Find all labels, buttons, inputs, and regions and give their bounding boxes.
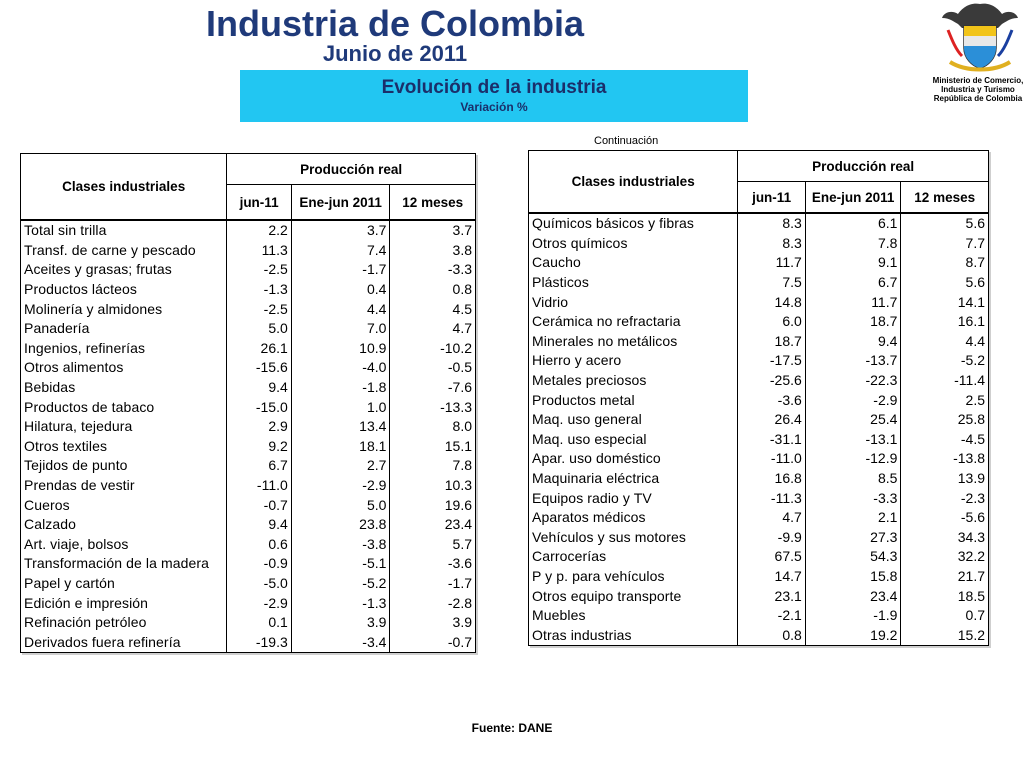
value-jun11: 5.0	[268, 320, 288, 337]
value-jun11: -0.7	[263, 496, 288, 513]
table-row	[529, 547, 989, 567]
table-row	[21, 378, 476, 398]
value-ene-jun: 25.4	[805, 410, 901, 430]
row-label: Aceites y grasas; frutas	[21, 260, 227, 280]
table-row	[529, 606, 989, 626]
value-12-meses: 4.4	[901, 332, 989, 352]
value-ene-jun: 9.1	[805, 253, 901, 273]
row-label: Productos metal	[529, 390, 738, 410]
table-row	[529, 430, 989, 450]
row-label: Calzado	[21, 515, 227, 535]
table-row	[21, 632, 476, 652]
value-jun11: 0.1	[268, 614, 288, 631]
row-label: Bebidas	[21, 378, 227, 398]
table-row	[21, 515, 476, 535]
table-row	[529, 351, 989, 371]
row-label: Caucho	[529, 253, 738, 273]
value-12-meses: 23.4	[390, 515, 476, 535]
value-jun11: 16.8	[774, 470, 802, 487]
banner-subtitle: Variación %	[460, 100, 528, 114]
value-ene-jun: 19.2	[805, 625, 901, 645]
row-label: Cerámica no refractaria	[529, 312, 738, 332]
column-header-produccion: Producción real	[738, 151, 989, 182]
table-row	[21, 397, 476, 417]
table-row	[529, 273, 989, 293]
row-label: Productos de tabaco	[21, 397, 227, 417]
value-jun11: -9.9	[777, 528, 802, 545]
value-jun11: 9.2	[268, 437, 288, 454]
value-12-meses: -0.5	[390, 358, 476, 378]
value-jun11: 14.7	[774, 567, 802, 584]
table-row	[529, 528, 989, 548]
table-row	[21, 358, 476, 378]
value-ene-jun: 7.4	[291, 241, 390, 261]
row-label: Otros equipo transporte	[529, 586, 738, 606]
table-row	[21, 495, 476, 515]
row-label: Art. viaje, bolsos	[21, 535, 227, 555]
value-12-meses: -5.2	[901, 351, 989, 371]
ministry-line-2: Industria y Turismo	[941, 85, 1015, 94]
value-12-meses: 10.3	[390, 476, 476, 496]
table-row	[529, 567, 989, 587]
value-jun11: -19.3	[227, 632, 291, 652]
value-12-meses: 16.1	[901, 312, 989, 332]
value-ene-jun: -2.9	[291, 476, 390, 496]
value-12-meses: -3.6	[390, 554, 476, 574]
table-row	[529, 213, 989, 234]
table-row	[529, 488, 989, 508]
table-row	[529, 234, 989, 254]
value-12-meses: -13.8	[901, 449, 989, 469]
value-ene-jun: -3.8	[291, 535, 390, 555]
ministry-line-3: República de Colombia	[933, 94, 1023, 103]
row-label: P y p. para vehículos	[529, 567, 738, 587]
row-label: Aparatos médicos	[529, 508, 738, 528]
value-ene-jun: -1.9	[805, 606, 901, 626]
value-12-meses: 13.9	[901, 469, 989, 489]
row-label: Otros químicos	[529, 234, 738, 254]
value-ene-jun: -13.7	[805, 351, 901, 371]
value-jun11: 67.5	[774, 548, 802, 565]
row-label: Cueros	[21, 495, 227, 515]
coat-of-arms-icon	[940, 0, 1020, 72]
row-label: Edición e impresión	[21, 593, 227, 613]
value-jun11: -0.9	[263, 555, 288, 572]
table-row	[529, 449, 989, 469]
value-ene-jun: 1.0	[291, 397, 390, 417]
value-ene-jun: 5.0	[291, 495, 390, 515]
column-header-jun11: jun-11	[738, 182, 805, 214]
value-jun11: 18.7	[774, 332, 802, 349]
table-row	[21, 613, 476, 633]
value-12-meses: 3.9	[390, 613, 476, 633]
page-title: Industria de Colombia	[205, 3, 585, 44]
value-ene-jun: -1.7	[291, 260, 390, 280]
value-12-meses: -5.6	[901, 508, 989, 528]
table-row	[529, 410, 989, 430]
value-ene-jun: 7.0	[291, 319, 390, 339]
value-ene-jun: 2.7	[291, 456, 390, 476]
value-ene-jun: 4.4	[291, 299, 390, 319]
value-12-meses: -0.7	[390, 632, 476, 652]
value-ene-jun: -5.1	[291, 554, 390, 574]
value-12-meses: -2.8	[390, 593, 476, 613]
value-ene-jun: 15.8	[805, 567, 901, 587]
table-row	[529, 332, 989, 352]
value-ene-jun: 6.1	[805, 213, 901, 234]
row-label: Molinería y almidones	[21, 299, 227, 319]
value-ene-jun: -3.4	[291, 632, 390, 652]
value-12-meses: 0.8	[390, 280, 476, 300]
value-ene-jun: 23.8	[291, 515, 390, 535]
table-row	[21, 280, 476, 300]
column-header-produccion: Producción real	[227, 154, 476, 185]
table-row	[529, 312, 989, 332]
value-ene-jun: -3.3	[805, 488, 901, 508]
section-banner	[240, 70, 748, 122]
value-12-meses: 7.7	[901, 234, 989, 254]
column-header-clases: Clases industriales	[21, 154, 227, 221]
row-label: Minerales no metálicos	[529, 332, 738, 352]
value-jun11: -15.0	[255, 398, 288, 415]
table-row	[21, 220, 476, 241]
value-12-meses: 15.1	[390, 437, 476, 457]
value-12-meses: 19.6	[390, 495, 476, 515]
column-header-ene-jun: Ene-jun 2011	[291, 185, 390, 221]
row-label: Tejidos de punto	[21, 456, 227, 476]
value-12-meses: 21.7	[901, 567, 989, 587]
value-ene-jun: -1.3	[291, 593, 390, 613]
value-jun11: -2.9	[263, 594, 288, 611]
column-header-12-meses: 12 meses	[390, 185, 476, 221]
value-jun11: -15.6	[255, 359, 288, 376]
value-ene-jun: 11.7	[805, 292, 901, 312]
row-label: Maquinaria eléctrica	[529, 469, 738, 489]
value-12-meses: 8.0	[390, 417, 476, 437]
value-12-meses: 5.7	[390, 535, 476, 555]
value-jun11: 14.8	[774, 293, 802, 310]
ministry-label	[918, 76, 1024, 103]
value-ene-jun: -4.0	[291, 358, 390, 378]
table-row	[21, 417, 476, 437]
row-label: Muebles	[529, 606, 738, 626]
value-12-meses: 7.8	[390, 456, 476, 476]
value-jun11: 8.3	[782, 234, 802, 251]
value-12-meses: 4.7	[390, 319, 476, 339]
column-header-clases: Clases industriales	[529, 151, 738, 214]
value-ene-jun: 18.7	[805, 312, 901, 332]
table-row	[21, 319, 476, 339]
table-row	[21, 574, 476, 594]
value-jun11: 26.1	[260, 339, 288, 356]
value-jun11: 4.7	[782, 509, 802, 526]
row-label: Total sin trilla	[21, 220, 227, 241]
value-ene-jun: -5.2	[291, 574, 390, 594]
value-12-meses: 8.7	[901, 253, 989, 273]
value-jun11: 0.6	[268, 535, 288, 552]
table-row	[21, 241, 476, 261]
row-label: Ingenios, refinerías	[21, 339, 227, 359]
table-row	[529, 390, 989, 410]
value-12-meses: 2.5	[901, 390, 989, 410]
table-row	[529, 586, 989, 606]
row-label: Maq. uso general	[529, 410, 738, 430]
value-12-meses: -10.2	[390, 339, 476, 359]
row-label: Vehículos y sus motores	[529, 528, 738, 548]
value-ene-jun: 10.9	[291, 339, 390, 359]
row-label: Transf. de carne y pescado	[21, 241, 227, 261]
value-ene-jun: -12.9	[805, 449, 901, 469]
row-label: Otros textiles	[21, 437, 227, 457]
value-ene-jun: 27.3	[805, 528, 901, 548]
value-jun11: -25.6	[769, 372, 802, 389]
table-row	[529, 508, 989, 528]
row-label: Plásticos	[529, 273, 738, 293]
value-jun11: 6.7	[268, 457, 288, 474]
value-12-meses: -7.6	[390, 378, 476, 398]
value-jun11: 2.2	[268, 222, 288, 239]
value-12-meses: 3.7	[390, 220, 476, 241]
table-row	[21, 476, 476, 496]
value-jun11: 7.5	[782, 274, 802, 291]
value-ene-jun: 3.7	[291, 220, 390, 241]
value-12-meses: 34.3	[901, 528, 989, 548]
row-label: Químicos básicos y fibras	[529, 213, 738, 234]
value-jun11: 6.0	[782, 313, 802, 330]
page-subtitle: Junio de 2011	[322, 41, 468, 66]
value-12-meses: 14.1	[901, 292, 989, 312]
value-12-meses: 32.2	[901, 547, 989, 567]
value-ene-jun: 54.3	[805, 547, 901, 567]
value-ene-jun: 23.4	[805, 586, 901, 606]
value-jun11: -11.3	[770, 489, 802, 506]
value-jun11: -2.5	[263, 300, 288, 317]
column-header-jun11: jun-11	[227, 185, 291, 221]
value-jun11: -1.3	[263, 281, 288, 298]
value-ene-jun: 7.8	[805, 234, 901, 254]
banner-title: Evolución de la industria	[381, 77, 607, 98]
value-ene-jun: 9.4	[805, 332, 901, 352]
value-jun11: 23.1	[774, 587, 802, 604]
row-label: Panadería	[21, 319, 227, 339]
table-row	[21, 535, 476, 555]
table-row	[21, 456, 476, 476]
value-ene-jun: 6.7	[805, 273, 901, 293]
value-ene-jun: 3.9	[291, 613, 390, 633]
row-label: Transformación de la madera	[21, 554, 227, 574]
table-row	[529, 292, 989, 312]
value-jun11: 11.3	[261, 241, 288, 258]
value-jun11: 26.4	[774, 411, 802, 428]
value-jun11: -11.0	[256, 477, 288, 494]
row-label: Otras industrias	[529, 625, 738, 645]
value-12-meses: 5.6	[901, 273, 989, 293]
value-jun11: -3.6	[777, 391, 802, 408]
value-jun11: -5.0	[263, 574, 288, 591]
row-label: Hierro y acero	[529, 351, 738, 371]
value-12-meses: -4.5	[901, 430, 989, 450]
table-row	[529, 625, 989, 645]
value-12-meses: -11.4	[901, 371, 989, 391]
column-header-ene-jun: Ene-jun 2011	[805, 182, 901, 214]
industry-table-left	[20, 153, 476, 653]
value-jun11: -2.5	[263, 261, 288, 278]
value-12-meses: -3.3	[390, 260, 476, 280]
value-12-meses: -1.7	[390, 574, 476, 594]
value-ene-jun: 0.4	[291, 280, 390, 300]
value-12-meses: 15.2	[901, 625, 989, 645]
value-12-meses: -13.3	[390, 397, 476, 417]
value-jun11: -31.1	[769, 430, 802, 447]
row-label: Equipos radio y TV	[529, 488, 738, 508]
table-row	[529, 469, 989, 489]
value-jun11: 2.9	[268, 418, 288, 435]
value-ene-jun: 13.4	[291, 417, 390, 437]
value-ene-jun: 18.1	[291, 437, 390, 457]
row-label: Prendas de vestir	[21, 476, 227, 496]
table-row	[21, 339, 476, 359]
row-label: Otros alimentos	[21, 358, 227, 378]
value-ene-jun: 8.5	[805, 469, 901, 489]
table-row	[21, 260, 476, 280]
value-jun11: 9.4	[268, 516, 288, 533]
value-12-meses: 0.7	[901, 606, 989, 626]
value-jun11: 11.7	[775, 254, 802, 271]
value-jun11: -11.0	[770, 450, 802, 467]
row-label: Papel y cartón	[21, 574, 227, 594]
value-ene-jun: -13.1	[805, 430, 901, 450]
row-label: Derivados fuera refinería	[21, 632, 227, 652]
column-header-12-meses: 12 meses	[901, 182, 989, 214]
row-label: Refinación petróleo	[21, 613, 227, 633]
table-row	[529, 371, 989, 391]
row-label: Apar. uso doméstico	[529, 449, 738, 469]
ministry-line-1: Ministerio de Comercio,	[932, 76, 1024, 85]
value-ene-jun: 2.1	[805, 508, 901, 528]
table-row	[529, 253, 989, 273]
value-ene-jun: -1.8	[291, 378, 390, 398]
row-label: Maq. uso especial	[529, 430, 738, 450]
industry-table-right	[528, 150, 989, 646]
row-label: Hilatura, tejedura	[21, 417, 227, 437]
value-ene-jun: -22.3	[805, 371, 901, 391]
value-12-meses: 5.6	[901, 213, 989, 234]
row-label: Metales preciosos	[529, 371, 738, 391]
value-jun11: -2.1	[777, 607, 802, 624]
row-label: Vidrio	[529, 292, 738, 312]
row-label: Carrocerías	[529, 547, 738, 567]
value-jun11: 0.8	[738, 625, 805, 645]
value-ene-jun: -2.9	[805, 390, 901, 410]
value-12-meses: -2.3	[901, 488, 989, 508]
value-jun11: 9.4	[268, 379, 288, 396]
source-note: Fuente: DANE	[471, 721, 553, 735]
value-12-meses: 18.5	[901, 586, 989, 606]
table-row	[21, 593, 476, 613]
table-row	[21, 554, 476, 574]
value-12-meses: 3.8	[390, 241, 476, 261]
table-row	[21, 437, 476, 457]
value-jun11: 8.3	[782, 215, 802, 232]
continuation-label: Continuación	[594, 135, 659, 147]
table-row	[21, 299, 476, 319]
value-jun11: -17.5	[769, 352, 802, 369]
row-label: Productos lácteos	[21, 280, 227, 300]
value-12-meses: 25.8	[901, 410, 989, 430]
value-12-meses: 4.5	[390, 299, 476, 319]
